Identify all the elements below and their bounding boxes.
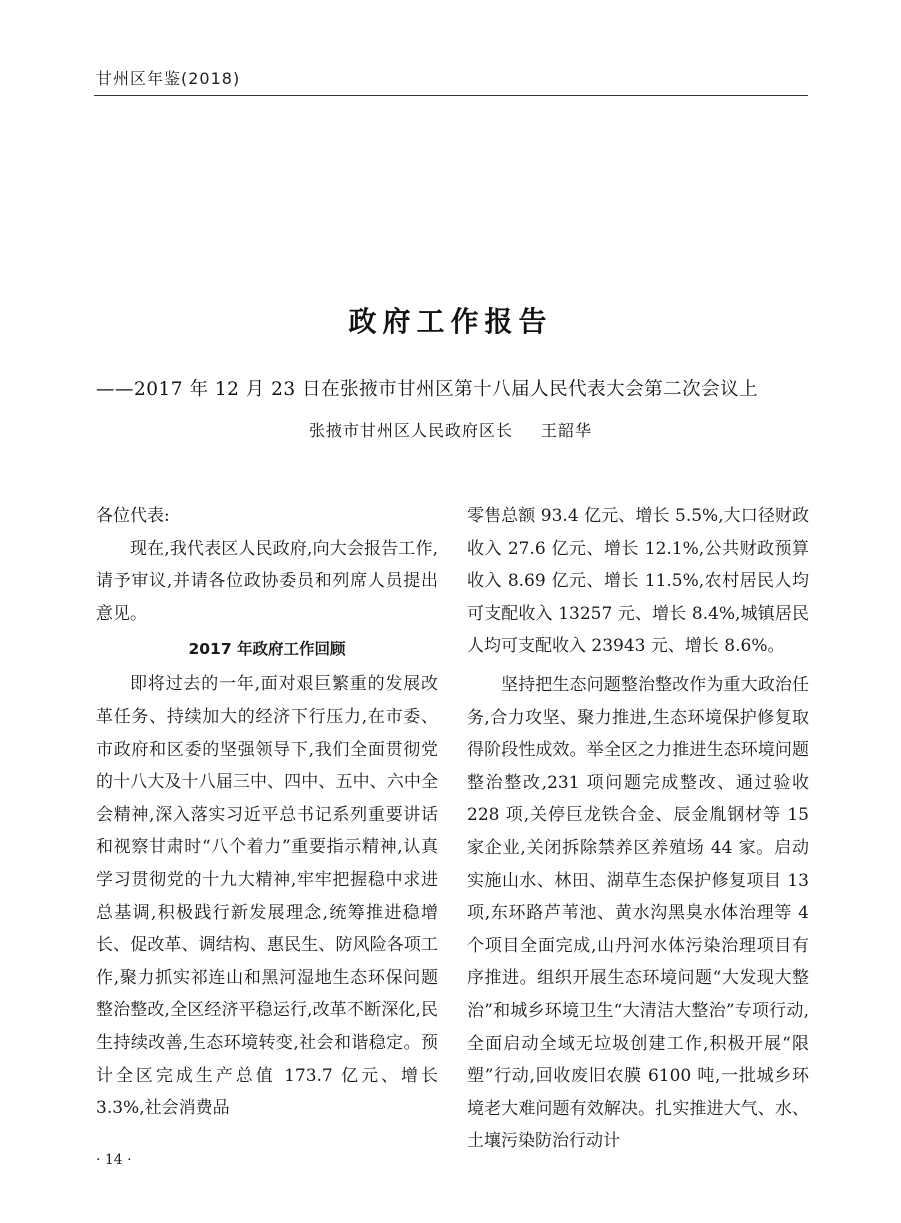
salutation: 各位代表: [96, 506, 170, 526]
intro-paragraph: 现在,我代表区人民政府,向大会报告工作,请予审议,并请各位政协委员和列席人员提出意见。 [96, 538, 438, 624]
section-heading: 2017 年政府工作回顾 [188, 640, 346, 659]
byline [0, 418, 901, 441]
article-title: 政府工作报告 [348, 305, 553, 338]
header-rule [94, 95, 808, 96]
byline-position: 张掖市甘州区人民政府区长 [308, 421, 513, 440]
running-title: 甘州区年鉴(2018) [96, 69, 241, 88]
page-number: · 14 · [96, 1152, 132, 1168]
review-paragraph: 即将过去的一年,面对艰巨繁重的发展改革任务、持续加大的经济下行压力,在市委、市政府和区委的坚强领导下,我们全面贯彻党的十八大及十八届三中、四中、五中、六中全会精神,深入落实习近平总书记系列重要讲话和视察甘肃时“八个着力”重要指示精神,认真学习贯彻党的十九大精神,牢牢把握稳中求进总基调,积极践行新发展理念,统筹推进稳增长、促改革、调结构、惠民生、防风险各项工作,聚力抓实祁连山和黑河湿地生态环保问题整治整改,全区经济平稳运行,改革不断深化,民生持续改善,生态环境转变,社会和谐稳定。预计全区完成生产总值 173.7 亿元、增长 3.3%,社会消费品 [96, 674, 438, 1119]
review-paragraph-continued: 零售总额 93.4 亿元、增长 5.5%,大口径财政收入 27.6 亿元、增长 12.1%,公共财政预算收入 8.69 亿元、增长 11.5%,农村居民人均可支配收入 13257 元、增长 8.4%,城镇居民人均可支配收入 23943 元、增长 8.6%。 [467, 506, 809, 657]
ecology-paragraph: 坚持把生态问题整治整改作为重大政治任务,合力攻坚、聚力推进,生态环境保护修复取得阶段性成效。举全区之力推进生态环境问题整治整改,231 项问题完成整改、通过验收 228 项,关停巨龙铁合金、辰金胤钢材等 15 家企业,关闭拆除禁养区养殖场 44 家。启动实施山水、林田、湖草生态保护修复项目 13 项,东环路芦苇池、黄水沟黑臭水体治理等 4 个项目全面完成,山丹河水体污染治理项目有序推进。组织开展生态环境问题“大发现大整治”和城乡环境卫生“大清洁大整治”专项行动,全面启动全域无垃圾创建工作,积极开展“限塑”行动,回收废旧农膜 6100 吨,一批城乡环境老大难问题有效解决。扎实推进大气、水、土壤污染防治行动计 [467, 674, 809, 1152]
right-column [467, 500, 809, 1158]
left-column [96, 500, 438, 1125]
article-subtitle: ——2017 年 12 月 23 日在张掖市甘州区第十八届人民代表大会第二次会议上 [96, 379, 759, 400]
byline-name: 王韶华 [541, 421, 593, 440]
